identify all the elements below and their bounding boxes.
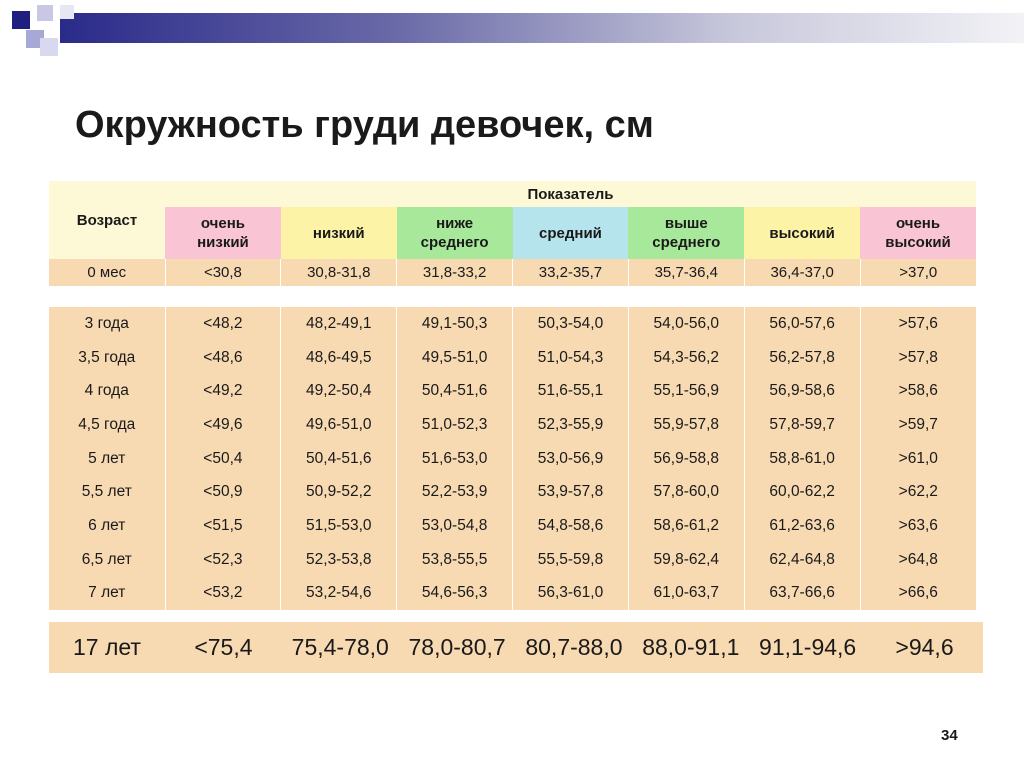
category-label-line: высокий <box>769 224 835 242</box>
category-header <box>165 207 281 259</box>
value-cell: <48,6 <box>165 341 281 375</box>
value-cell: 54,8-58,6 <box>513 509 629 543</box>
value-cell: >37,0 <box>860 259 976 286</box>
category-label-line: очень <box>895 215 941 232</box>
value-cell: <50,9 <box>165 475 281 509</box>
value-cell: 80,7-88,0 <box>525 634 623 660</box>
indicator-header: Показатель <box>165 181 976 207</box>
value-cell: 58,8-61,0 <box>744 442 860 476</box>
value-cell: 54,3-56,2 <box>628 341 744 375</box>
value-cell: 35,7-36,4 <box>628 259 744 286</box>
value-cell: 59,8-62,4 <box>628 543 744 577</box>
table-row <box>49 475 976 509</box>
value-cell: 55,5-59,8 <box>513 543 629 577</box>
value-cell: <50,4 <box>165 442 281 476</box>
table-row <box>49 259 976 286</box>
value-cell: 58,6-61,2 <box>628 509 744 543</box>
value-cell: <30,8 <box>165 259 281 286</box>
value-cell: 56,9-58,6 <box>744 374 860 408</box>
value-cell: 91,1-94,6 <box>759 634 857 660</box>
value-cell: 53,9-57,8 <box>513 475 629 509</box>
table-header-block <box>49 181 976 286</box>
table-row <box>49 509 976 543</box>
value-cell: <53,2 <box>165 577 281 611</box>
age-column-header: Возраст <box>49 181 165 259</box>
age-cell: 0 мес <box>49 259 165 286</box>
table-row <box>49 408 976 442</box>
value-cell: 53,8-55,5 <box>397 543 513 577</box>
decor-square <box>37 5 53 21</box>
age-cell: 4 года <box>84 382 129 400</box>
value-cell: 51,0-52,3 <box>397 408 513 442</box>
category-header-row <box>49 207 976 259</box>
category-header <box>860 207 976 259</box>
value-cell: 52,2-53,9 <box>397 475 513 509</box>
table-row <box>49 622 983 673</box>
table-row <box>49 543 976 577</box>
age-cell: 6,5 лет <box>81 550 132 568</box>
value-cell: <49,6 <box>165 408 281 442</box>
value-cell: 50,3-54,0 <box>513 307 629 341</box>
value-cell: 48,2-49,1 <box>281 307 397 341</box>
table-row <box>49 307 976 341</box>
value-cell: 56,2-57,8 <box>744 341 860 375</box>
value-cell: <52,3 <box>165 543 281 577</box>
value-cell: 48,6-49,5 <box>281 341 397 375</box>
value-cell: >66,6 <box>860 577 976 611</box>
value-cell: 51,6-55,1 <box>513 374 629 408</box>
value-cell: 50,4-51,6 <box>281 442 397 476</box>
category-label-line: средний <box>539 224 602 242</box>
value-cell: 50,4-51,6 <box>397 374 513 408</box>
value-cell: 75,4-78,0 <box>291 634 389 660</box>
category-label-line: низкий <box>197 234 249 251</box>
value-cell: 53,0-54,8 <box>397 509 513 543</box>
decor-square <box>40 38 58 56</box>
value-cell: 49,5-51,0 <box>397 341 513 375</box>
category-header <box>397 207 513 259</box>
table-row <box>49 577 976 611</box>
value-cell: 31,8-33,2 <box>397 259 513 286</box>
category-label-line: очень <box>200 215 245 232</box>
value-cell: 52,3-55,9 <box>513 408 629 442</box>
value-cell: >94,6 <box>895 634 954 660</box>
value-cell: 62,4-64,8 <box>744 543 860 577</box>
value-cell: 50,9-52,2 <box>281 475 397 509</box>
decor-square <box>12 11 30 29</box>
decor-square <box>60 5 74 19</box>
category-label-line: среднего <box>420 234 489 251</box>
value-cell: 60,0-62,2 <box>744 475 860 509</box>
table-final-block <box>49 622 983 673</box>
page-number: 34 <box>941 727 958 744</box>
age-cell: 17 лет <box>73 634 141 660</box>
age-cell: 6 лет <box>88 516 126 534</box>
value-cell: >57,6 <box>860 307 976 341</box>
age-cell: 4,5 года <box>78 415 136 433</box>
value-cell: 63,7-66,6 <box>744 577 860 611</box>
header-gradient-bar <box>60 13 1024 43</box>
category-header <box>281 207 397 259</box>
age-cell: 5,5 лет <box>81 483 132 501</box>
value-cell: >62,2 <box>860 475 976 509</box>
table-row <box>49 442 976 476</box>
value-cell: 36,4-37,0 <box>744 259 860 286</box>
value-cell: 54,6-56,3 <box>397 577 513 611</box>
value-cell: <75,4 <box>194 634 253 660</box>
value-cell: 56,0-57,6 <box>744 307 860 341</box>
value-cell: <51,5 <box>165 509 281 543</box>
category-label-line: ниже <box>436 215 474 232</box>
value-cell: 53,0-56,9 <box>513 442 629 476</box>
value-cell: 30,8-31,8 <box>281 259 397 286</box>
page-title: Окружность груди девочек, см <box>75 104 654 146</box>
value-cell: 55,1-56,9 <box>628 374 744 408</box>
value-cell: <49,2 <box>165 374 281 408</box>
category-label-line: высокий <box>885 234 951 251</box>
value-cell: 55,9-57,8 <box>628 408 744 442</box>
value-cell: 78,0-80,7 <box>408 634 506 660</box>
value-cell: 57,8-60,0 <box>628 475 744 509</box>
value-cell: >59,7 <box>860 408 976 442</box>
category-label-line: среднего <box>652 234 721 251</box>
value-cell: 49,6-51,0 <box>281 408 397 442</box>
category-header <box>628 207 744 259</box>
value-cell: >58,6 <box>860 374 976 408</box>
value-cell: 51,0-54,3 <box>513 341 629 375</box>
value-cell: 33,2-35,7 <box>513 259 629 286</box>
value-cell: 56,3-61,0 <box>513 577 629 611</box>
category-label-line: выше <box>664 215 708 232</box>
value-cell: 49,1-50,3 <box>397 307 513 341</box>
value-cell: 51,6-53,0 <box>397 442 513 476</box>
value-cell: 61,0-63,7 <box>628 577 744 611</box>
value-cell: 54,0-56,0 <box>628 307 744 341</box>
value-cell: 61,2-63,6 <box>744 509 860 543</box>
table-main-block <box>49 307 976 610</box>
age-cell: 3,5 года <box>78 348 136 366</box>
value-cell: >63,6 <box>860 509 976 543</box>
value-cell: 57,8-59,7 <box>744 408 860 442</box>
value-cell: 56,9-58,8 <box>628 442 744 476</box>
value-cell: >64,8 <box>860 543 976 577</box>
age-cell: 5 лет <box>88 449 126 467</box>
value-cell: >57,8 <box>860 341 976 375</box>
value-cell: 49,2-50,4 <box>281 374 397 408</box>
category-header <box>513 207 629 259</box>
value-cell: 51,5-53,0 <box>281 509 397 543</box>
value-cell: <48,2 <box>165 307 281 341</box>
value-cell: 88,0-91,1 <box>642 634 740 660</box>
table-row <box>49 341 976 375</box>
value-cell: 52,3-53,8 <box>281 543 397 577</box>
table-row <box>49 374 976 408</box>
age-cell: 3 года <box>84 314 129 332</box>
age-cell: 7 лет <box>88 584 126 602</box>
value-cell: >61,0 <box>860 442 976 476</box>
value-cell: 53,2-54,6 <box>281 577 397 611</box>
category-header <box>744 207 860 259</box>
category-label-line: низкий <box>312 224 365 242</box>
